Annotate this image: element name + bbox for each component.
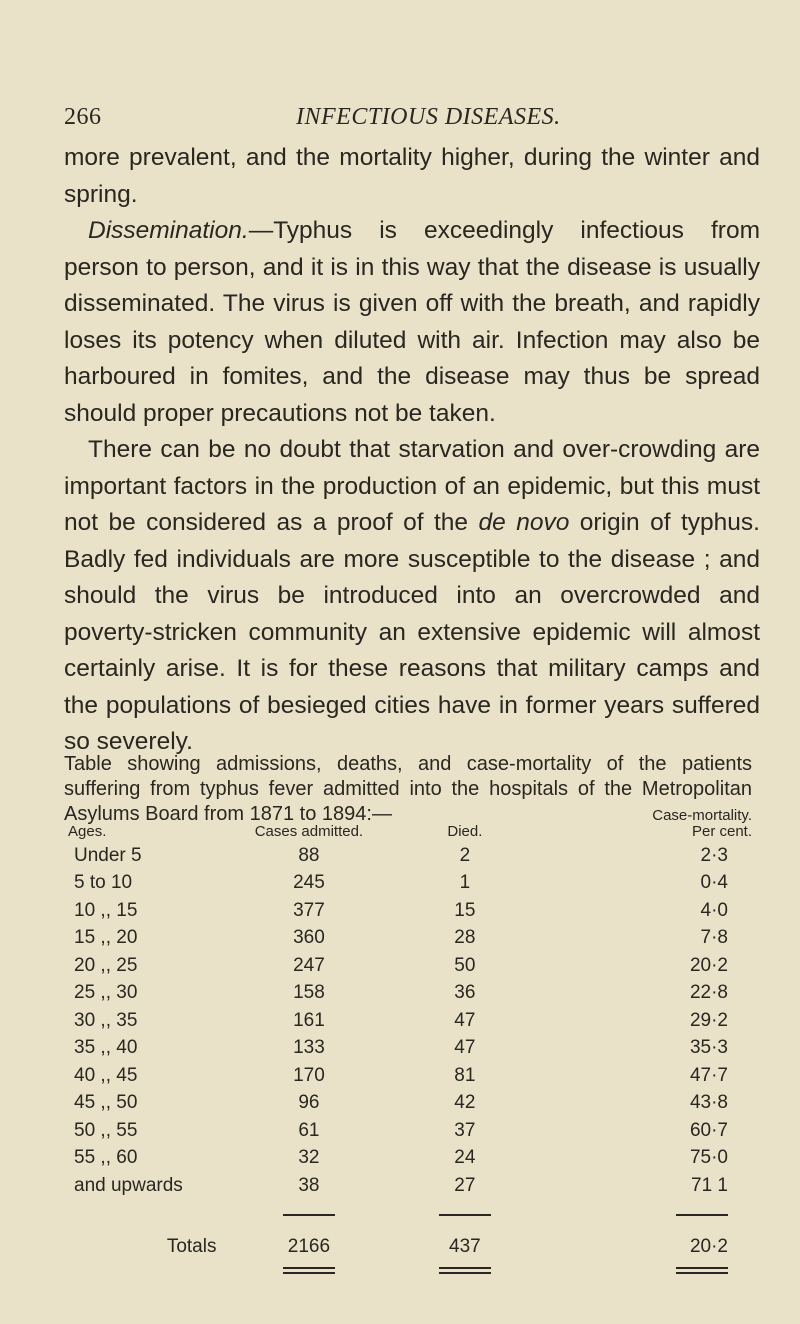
table-caption: Table showing admissions, deaths, and case-mortality of the patients suffering from typhus fever admitted into the hospitals of the Metropolitan Asylums Board from 1871 to 1894:—: [64, 753, 752, 825]
cell-rate: 75·0: [689, 1147, 728, 1169]
cell-died: 81: [454, 1064, 476, 1086]
cell-died: 42: [454, 1092, 476, 1114]
paragraph-starvation: [64, 432, 760, 761]
totals-died: 437: [449, 1235, 481, 1257]
paragraph-dissemination-text: —Typhus is exceedingly infectious from person to person, and it is in this way that the disease is usually disseminated. The virus is given off with the breath, and rapidly loses its potency when diluted with air. Infection may also be harboured in fomites, and the disease may thus be spread should proper precautions not be taken.: [64, 217, 760, 427]
page-number: 266: [64, 104, 102, 130]
cell-rate: 29·2: [689, 1009, 728, 1031]
header-case-mortality: [540, 808, 752, 842]
cell-rate: 4·0: [700, 899, 728, 921]
cell-cases: 377: [293, 899, 325, 921]
cell-died: 28: [454, 927, 476, 949]
table-row: [64, 952, 752, 980]
cell-cases: 61: [298, 1119, 320, 1141]
cell-died: 47: [454, 1037, 476, 1059]
cell-cases: 245: [293, 872, 325, 894]
running-title: INFECTIOUS DISEASES.: [296, 104, 561, 130]
cell-cases: 88: [298, 844, 320, 866]
table-row: [64, 1117, 752, 1145]
italic-term: de novo: [478, 509, 570, 536]
cell-rate: 2·3: [700, 844, 728, 866]
table-row: [64, 1090, 752, 1118]
double-rule: [439, 1267, 491, 1274]
cell-rate: 71 1: [691, 1174, 728, 1196]
cell-age: 40 ,, 45: [74, 1064, 138, 1086]
totals-rate: 20·2: [689, 1235, 728, 1257]
cell-age: 5 to 10: [74, 872, 133, 894]
cell-age: 25 ,, 30: [74, 982, 138, 1004]
cell-died: 1: [459, 872, 471, 894]
cell-age: 10 ,, 15: [74, 899, 138, 921]
cell-age: 55 ,, 60: [74, 1147, 138, 1169]
cell-age: 30 ,, 35: [74, 1009, 138, 1031]
cell-age: 20 ,, 25: [74, 954, 138, 976]
cell-cases: 161: [293, 1009, 325, 1031]
paragraph-starvation-text-rest: origin of typhus. Badly fed individuals are more susceptible to the disease ; and should the virus be introduced into an overcrowded and poverty-stricken community an extensive epidemic will almost certainly arise. It is for these reasons that military camps and the populations of besieged cities have in former years suffered so severely.: [64, 509, 760, 755]
cell-died: 15: [454, 899, 476, 921]
double-rule: [676, 1267, 728, 1274]
table-header-row: [64, 808, 752, 842]
totals-label: Totals: [166, 1235, 217, 1257]
cell-cases: 133: [293, 1037, 325, 1059]
cell-died: 36: [454, 982, 476, 1004]
paragraph-dissemination: [64, 213, 760, 432]
cell-died: 47: [454, 1009, 476, 1031]
section-heading-dissemination: Dissemination.: [88, 217, 249, 244]
cell-cases: 170: [293, 1064, 325, 1086]
totals-row: [64, 1222, 752, 1258]
table-row: [64, 842, 752, 870]
cell-age: 45 ,, 50: [74, 1092, 138, 1114]
table-row: [64, 897, 752, 925]
single-rule: [676, 1214, 728, 1216]
table-body: [64, 842, 752, 1222]
totals-double-rule-row: [64, 1258, 752, 1280]
table-row: [64, 1062, 752, 1090]
header-cases-admitted: Cases admitted.: [254, 823, 364, 840]
cell-rate: 7·8: [700, 927, 728, 949]
cell-rate: 60·7: [689, 1119, 728, 1141]
table-row: [64, 925, 752, 953]
header-ages: Ages.: [68, 823, 107, 840]
single-rule: [283, 1214, 335, 1216]
totals-rule-row: [64, 1200, 752, 1222]
cell-died: 27: [454, 1174, 476, 1196]
cell-rate: 20·2: [689, 954, 728, 976]
totals-cases: 2166: [287, 1235, 331, 1257]
cell-cases: 96: [298, 1092, 320, 1114]
cell-cases: 247: [293, 954, 325, 976]
cell-cases: 360: [293, 927, 325, 949]
header-per-cent: Per cent.: [691, 823, 752, 840]
paragraph-continuation: more prevalent, and the mortality higher, during the winter and spring.: [64, 144, 760, 208]
mortality-table: [64, 808, 752, 1280]
cell-cases: 158: [293, 982, 325, 1004]
single-rule: [439, 1214, 491, 1216]
table-row: [64, 1035, 752, 1063]
double-rule: [283, 1267, 335, 1274]
cell-cases: 38: [298, 1174, 320, 1196]
header-case-mortality-line1: Case-mortality.: [652, 807, 752, 824]
cell-died: 24: [454, 1147, 476, 1169]
cell-rate: 22·8: [689, 982, 728, 1004]
table-row: [64, 980, 752, 1008]
cell-age: and upwards: [74, 1174, 183, 1196]
paragraph-starvation-text-start: There can be no doubt that starvation and over-crowding are important factors in the production of an epidemic, but this must not be considered as a proof of the: [64, 436, 760, 536]
cell-age: Under 5: [74, 844, 142, 866]
cell-age: 15 ,, 20: [74, 927, 138, 949]
cell-rate: 43·8: [689, 1092, 728, 1114]
cell-died: 50: [454, 954, 476, 976]
cell-cases: 32: [298, 1147, 320, 1169]
cell-age: 50 ,, 55: [74, 1119, 138, 1141]
running-head: [64, 104, 724, 140]
cell-rate: 47·7: [689, 1064, 728, 1086]
table-row: [64, 1145, 752, 1173]
header-died: Died.: [447, 823, 483, 840]
table-row: [64, 870, 752, 898]
cell-died: 2: [459, 844, 471, 866]
cell-died: 37: [454, 1119, 476, 1141]
table-row: [64, 1007, 752, 1035]
body-text: [64, 140, 760, 761]
cell-rate: 0·4: [700, 872, 728, 894]
table-row: [64, 1172, 752, 1200]
cell-age: 35 ,, 40: [74, 1037, 138, 1059]
cell-rate: 35·3: [689, 1037, 728, 1059]
